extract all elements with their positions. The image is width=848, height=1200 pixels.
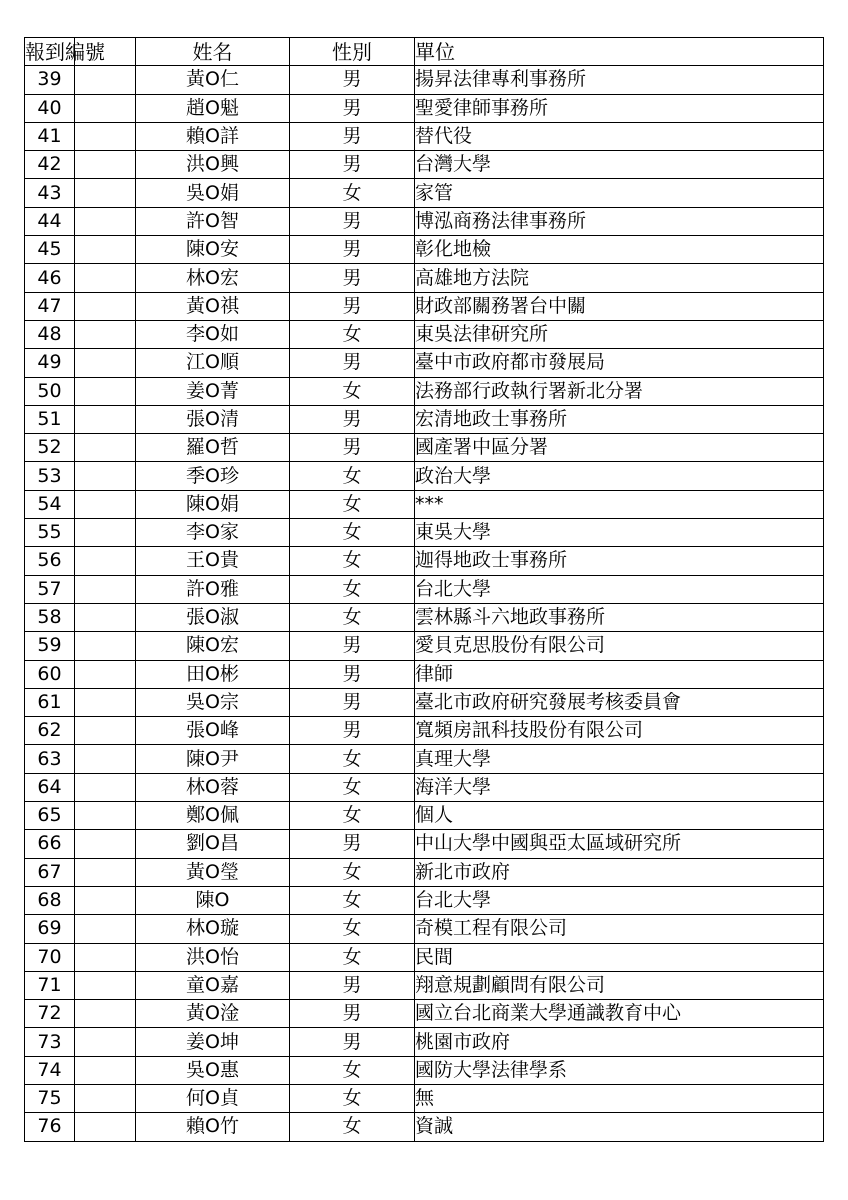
registration-number-cell: 52 [25,434,75,462]
table-row [25,519,824,547]
table-header [25,38,824,66]
name-cell: 劉O昌 [136,830,290,858]
sex-cell: 男 [290,405,415,433]
unit-cell: 博泓商務法律事務所 [415,207,824,235]
table-row [25,94,824,122]
registration-number-cell: 76 [25,1113,75,1141]
sex-cell: 男 [290,660,415,688]
registration-number-cell: 48 [25,320,75,348]
blank-cell [75,575,136,603]
name-cell: 吳O娟 [136,179,290,207]
name-cell: 何O貞 [136,1084,290,1112]
header-sex: 性別 [290,38,415,66]
table-row [25,490,824,518]
sex-cell: 男 [290,1000,415,1028]
unit-cell: 真理大學 [415,745,824,773]
blank-cell [75,349,136,377]
unit-cell: 臺北市政府研究發展考核委員會 [415,688,824,716]
name-cell: 童O嘉 [136,971,290,999]
table-row [25,603,824,631]
registration-number-cell: 57 [25,575,75,603]
sex-cell: 女 [290,603,415,631]
registration-number-cell: 46 [25,264,75,292]
registration-number-cell: 53 [25,462,75,490]
sex-cell: 男 [290,207,415,235]
table-row [25,688,824,716]
name-cell: 張O淑 [136,603,290,631]
registration-number-cell: 60 [25,660,75,688]
blank-cell [75,405,136,433]
registration-number-cell: 51 [25,405,75,433]
unit-cell: *** [415,490,824,518]
blank-cell [75,264,136,292]
header-name: 姓名 [136,38,290,66]
unit-cell: 彰化地檢 [415,236,824,264]
unit-cell: 替代役 [415,122,824,150]
table-row [25,1084,824,1112]
header-registration-number: 報到編號 [25,38,75,66]
sex-cell: 女 [290,745,415,773]
registration-number-cell: 66 [25,830,75,858]
blank-cell [75,236,136,264]
table-row [25,660,824,688]
name-cell: 張O峰 [136,717,290,745]
sex-cell: 男 [290,434,415,462]
unit-cell: 中山大學中國與亞太區域研究所 [415,830,824,858]
registration-number-cell: 58 [25,603,75,631]
unit-cell: 政治大學 [415,462,824,490]
sex-cell: 男 [290,830,415,858]
unit-cell: 寬頻房訊科技股份有限公司 [415,717,824,745]
blank-cell [75,971,136,999]
name-cell: 黃O仁 [136,66,290,94]
name-cell: 洪O興 [136,151,290,179]
blank-cell [75,858,136,886]
name-cell: 黃O淦 [136,1000,290,1028]
unit-cell: 奇模工程有限公司 [415,915,824,943]
sex-cell: 女 [290,886,415,914]
registration-number-cell: 71 [25,971,75,999]
blank-cell [75,490,136,518]
table-row [25,1000,824,1028]
registration-number-cell: 67 [25,858,75,886]
table-row [25,1113,824,1141]
sex-cell: 男 [290,971,415,999]
name-cell: 鄭O佩 [136,802,290,830]
unit-cell: 桃園市政府 [415,1028,824,1056]
registration-number-cell: 43 [25,179,75,207]
sex-cell: 女 [290,490,415,518]
table-body [25,66,824,1141]
blank-cell [75,547,136,575]
registration-number-cell: 55 [25,519,75,547]
registration-number-cell: 41 [25,122,75,150]
sex-cell: 女 [290,462,415,490]
blank-cell [75,377,136,405]
name-cell: 張O清 [136,405,290,433]
name-cell: 吳O宗 [136,688,290,716]
name-cell: 羅O哲 [136,434,290,462]
name-cell: 陳O娟 [136,490,290,518]
table-row [25,151,824,179]
unit-cell: 愛貝克思股份有限公司 [415,632,824,660]
registration-number-cell: 49 [25,349,75,377]
sex-cell: 男 [290,1028,415,1056]
name-cell: 洪O怡 [136,943,290,971]
registration-number-cell: 45 [25,236,75,264]
table-row [25,1056,824,1084]
table-row [25,632,824,660]
blank-cell [75,745,136,773]
unit-cell: 律師 [415,660,824,688]
name-cell: 趙O魁 [136,94,290,122]
name-cell: 許O智 [136,207,290,235]
blank-cell [75,292,136,320]
name-cell: 李O家 [136,519,290,547]
unit-cell: 高雄地方法院 [415,264,824,292]
registration-number-cell: 73 [25,1028,75,1056]
registration-number-cell: 69 [25,915,75,943]
sex-cell: 女 [290,575,415,603]
sex-cell: 男 [290,94,415,122]
sex-cell: 男 [290,717,415,745]
table-row [25,264,824,292]
sex-cell: 女 [290,1113,415,1141]
name-cell: 林O璇 [136,915,290,943]
table-row [25,575,824,603]
table-row [25,943,824,971]
sex-cell: 女 [290,179,415,207]
registration-number-cell: 56 [25,547,75,575]
sex-cell: 女 [290,547,415,575]
blank-cell [75,1113,136,1141]
name-cell: 王O貴 [136,547,290,575]
name-cell: 陳O安 [136,236,290,264]
unit-cell: 宏清地政士事務所 [415,405,824,433]
table-row [25,320,824,348]
table-row [25,405,824,433]
name-cell: 季O珍 [136,462,290,490]
unit-cell: 海洋大學 [415,773,824,801]
table-row [25,66,824,94]
unit-cell: 家管 [415,179,824,207]
blank-cell [75,886,136,914]
blank-cell [75,66,136,94]
table-row [25,745,824,773]
sex-cell: 女 [290,1056,415,1084]
registration-number-cell: 47 [25,292,75,320]
sex-cell: 男 [290,688,415,716]
name-cell: 田O彬 [136,660,290,688]
blank-cell [75,1056,136,1084]
name-cell: 賴O竹 [136,1113,290,1141]
sex-cell: 女 [290,519,415,547]
blank-cell [75,519,136,547]
blank-cell [75,660,136,688]
registration-number-cell: 65 [25,802,75,830]
name-cell: 許O雅 [136,575,290,603]
sex-cell: 女 [290,773,415,801]
unit-cell: 個人 [415,802,824,830]
table-row [25,971,824,999]
blank-cell [75,802,136,830]
table-row [25,802,824,830]
name-cell: 賴O詳 [136,122,290,150]
blank-cell [75,434,136,462]
blank-cell [75,688,136,716]
sex-cell: 女 [290,802,415,830]
table-row [25,377,824,405]
sex-cell: 男 [290,632,415,660]
unit-cell: 新北市政府 [415,858,824,886]
table-row [25,717,824,745]
sex-cell: 女 [290,915,415,943]
blank-cell [75,207,136,235]
unit-cell: 台北大學 [415,575,824,603]
blank-cell [75,603,136,631]
registration-number-cell: 70 [25,943,75,971]
blank-cell [75,1000,136,1028]
unit-cell: 民間 [415,943,824,971]
table-row [25,349,824,377]
blank-cell [75,151,136,179]
blank-cell [75,122,136,150]
unit-cell: 東吳法律研究所 [415,320,824,348]
unit-cell: 翔意規劃顧問有限公司 [415,971,824,999]
blank-cell [75,94,136,122]
sex-cell: 男 [290,151,415,179]
sex-cell: 男 [290,264,415,292]
sex-cell: 男 [290,122,415,150]
unit-cell: 台北大學 [415,886,824,914]
name-cell: 姜O菁 [136,377,290,405]
table-row [25,830,824,858]
table-row [25,292,824,320]
blank-cell [75,1028,136,1056]
name-cell: 江O順 [136,349,290,377]
name-cell: 林O宏 [136,264,290,292]
blank-cell [75,632,136,660]
registration-number-cell: 63 [25,745,75,773]
name-cell: 黃O瑩 [136,858,290,886]
unit-cell: 台灣大學 [415,151,824,179]
unit-cell: 揚昇法律專利事務所 [415,66,824,94]
sex-cell: 女 [290,320,415,348]
registration-number-cell: 61 [25,688,75,716]
sex-cell: 女 [290,858,415,886]
table-row [25,547,824,575]
registration-number-cell: 62 [25,717,75,745]
table-row [25,915,824,943]
name-cell: 黃O祺 [136,292,290,320]
unit-cell: 國立台北商業大學通識教育中心 [415,1000,824,1028]
unit-cell: 資誠 [415,1113,824,1141]
attendee-table [24,37,824,1142]
registration-number-cell: 44 [25,207,75,235]
sex-cell: 男 [290,349,415,377]
table-row [25,236,824,264]
name-cell: 林O蓉 [136,773,290,801]
name-cell: 吳O惠 [136,1056,290,1084]
header-unit: 單位 [415,38,824,66]
name-cell: 姜O坤 [136,1028,290,1056]
name-cell: 陳O尹 [136,745,290,773]
blank-cell [75,179,136,207]
sex-cell: 女 [290,1084,415,1112]
table-row [25,886,824,914]
table-row [25,179,824,207]
table-row [25,434,824,462]
registration-number-cell: 40 [25,94,75,122]
registration-number-cell: 75 [25,1084,75,1112]
unit-cell: 無 [415,1084,824,1112]
name-cell: 李O如 [136,320,290,348]
registration-number-cell: 50 [25,377,75,405]
table-row [25,858,824,886]
blank-cell [75,830,136,858]
blank-cell [75,943,136,971]
registration-number-cell: 42 [25,151,75,179]
registration-number-cell: 64 [25,773,75,801]
unit-cell: 迦得地政士事務所 [415,547,824,575]
table-row [25,207,824,235]
unit-cell: 臺中市政府都市發展局 [415,349,824,377]
table-row [25,122,824,150]
unit-cell: 法務部行政執行署新北分署 [415,377,824,405]
name-cell: 陳O [136,886,290,914]
sex-cell: 女 [290,377,415,405]
registration-number-cell: 72 [25,1000,75,1028]
unit-cell: 雲林縣斗六地政事務所 [415,603,824,631]
blank-cell [75,1084,136,1112]
registration-number-cell: 59 [25,632,75,660]
unit-cell: 東吳大學 [415,519,824,547]
registration-number-cell: 68 [25,886,75,914]
unit-cell: 國防大學法律學系 [415,1056,824,1084]
sex-cell: 男 [290,292,415,320]
header-row [25,38,824,66]
blank-cell [75,462,136,490]
blank-cell [75,717,136,745]
name-cell: 陳O宏 [136,632,290,660]
registration-number-cell: 39 [25,66,75,94]
unit-cell: 聖愛律師事務所 [415,94,824,122]
unit-cell: 國產署中區分署 [415,434,824,462]
sex-cell: 男 [290,236,415,264]
table-row [25,773,824,801]
blank-cell [75,320,136,348]
table-row [25,1028,824,1056]
registration-number-cell: 54 [25,490,75,518]
table-row [25,462,824,490]
unit-cell: 財政部關務署台中關 [415,292,824,320]
blank-cell [75,773,136,801]
registration-number-cell: 74 [25,1056,75,1084]
blank-cell [75,915,136,943]
sex-cell: 男 [290,66,415,94]
sex-cell: 女 [290,943,415,971]
